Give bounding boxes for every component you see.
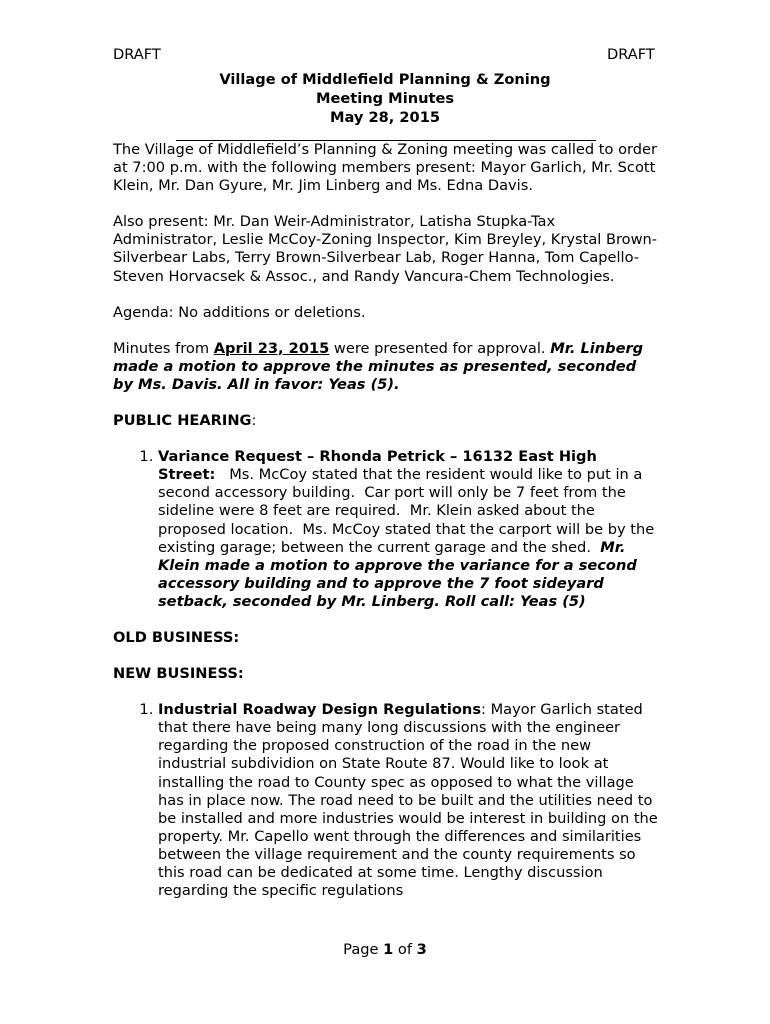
minutes-motion: Mr. Linberg made a motion to approve the minutes as presented, seconded by Ms. Davis. All in favor: Yeas (5). bbox=[113, 339, 644, 393]
list-item bbox=[158, 448, 658, 611]
document-body bbox=[113, 141, 658, 918]
document-subtitle: Meeting Minutes bbox=[315, 90, 455, 107]
list-item bbox=[158, 701, 658, 900]
meeting-date: May 28, 2015 bbox=[329, 109, 441, 126]
document-title: Village of Middlefield Planning & Zoning bbox=[219, 71, 551, 88]
minutes-prefix: Minutes from bbox=[113, 339, 214, 357]
draft-label-left: DRAFT bbox=[113, 46, 161, 63]
document-header bbox=[113, 70, 657, 127]
new-business-heading: NEW BUSINESS: bbox=[113, 665, 244, 683]
variance-text: Ms. McCoy stated that the resident would like to put in a second accessory building. Car port will only be 7 feet from the sideline were 8 feet are required. Mr. Klein asked about the proposed location. Ms. McCoy stated that the carport will be by the existing garage; between the current garage and the shed. bbox=[158, 466, 659, 556]
minutes-middle: were presented for approval. bbox=[329, 339, 551, 357]
of-label: of bbox=[393, 941, 417, 958]
public-hearing-heading: PUBLIC HEARING: bbox=[113, 412, 257, 430]
variance-title: Variance Request – Rhonda Petrick – 16132 East High Street: bbox=[158, 448, 597, 484]
page-total: 3 bbox=[416, 941, 427, 958]
variance-motion: Mr. Klein made a motion to approve the variance for a second accessory building and to approve the 7 foot sideyard setback, seconded by Mr. Linberg. Roll call: Yeas (5) bbox=[158, 538, 637, 610]
page-number: 1 bbox=[383, 941, 394, 958]
intro-paragraph: The Village of Middlefield’s Planning & Zoning meeting was called to order at 7:00 p.m. with the following members present: Mayor Garlich, Mr. Scott Klein, Mr. Dan Gyure, Mr. Jim Linberg and Ms. Edna Davis. bbox=[113, 141, 658, 195]
page-footer bbox=[0, 941, 770, 959]
public-hearing-list bbox=[113, 448, 658, 611]
draft-label-right: DRAFT bbox=[607, 46, 655, 63]
roadway-text: : Mayor Garlich stated that there have being many long discussions with the engineer regarding the proposed construction of the road in the new industrial subdividion on State Route 87. Would like to look at installing the road to County spec as opposed to what the village has in place now. The road need to be built and the utilities need to be installed and more industries would be interest in building on the property. Mr. Capello went through the differences and similarities between the village requirement and the county requirements so this road can be dedicated at some time. Lengthy discussion regarding the specific regulations bbox=[158, 701, 658, 900]
agenda-paragraph: Agenda: No additions or deletions. bbox=[113, 303, 366, 321]
minutes-date-link: April 23, 2015 bbox=[213, 339, 330, 357]
old-business-heading: OLD BUSINESS: bbox=[113, 628, 240, 646]
also-present-paragraph: Also present: Mr. Dan Weir-Administrator, Latisha Stupka-Tax Administrator, Leslie McCoy-Zoning Inspector, Kim Breyley, Krystal Brown-Silverbear Labs, Terry Brown-Silverbear Lab, Roger Hanna, Tom Capello-Steven Horvacsek & Assoc., and Randy Vancura-Chem Technologies. bbox=[113, 213, 658, 285]
roadway-title: Industrial Roadway Design Regulations bbox=[158, 701, 482, 719]
page-label: Page bbox=[343, 941, 384, 958]
minutes-paragraph bbox=[113, 340, 658, 394]
new-business-list bbox=[113, 701, 658, 900]
